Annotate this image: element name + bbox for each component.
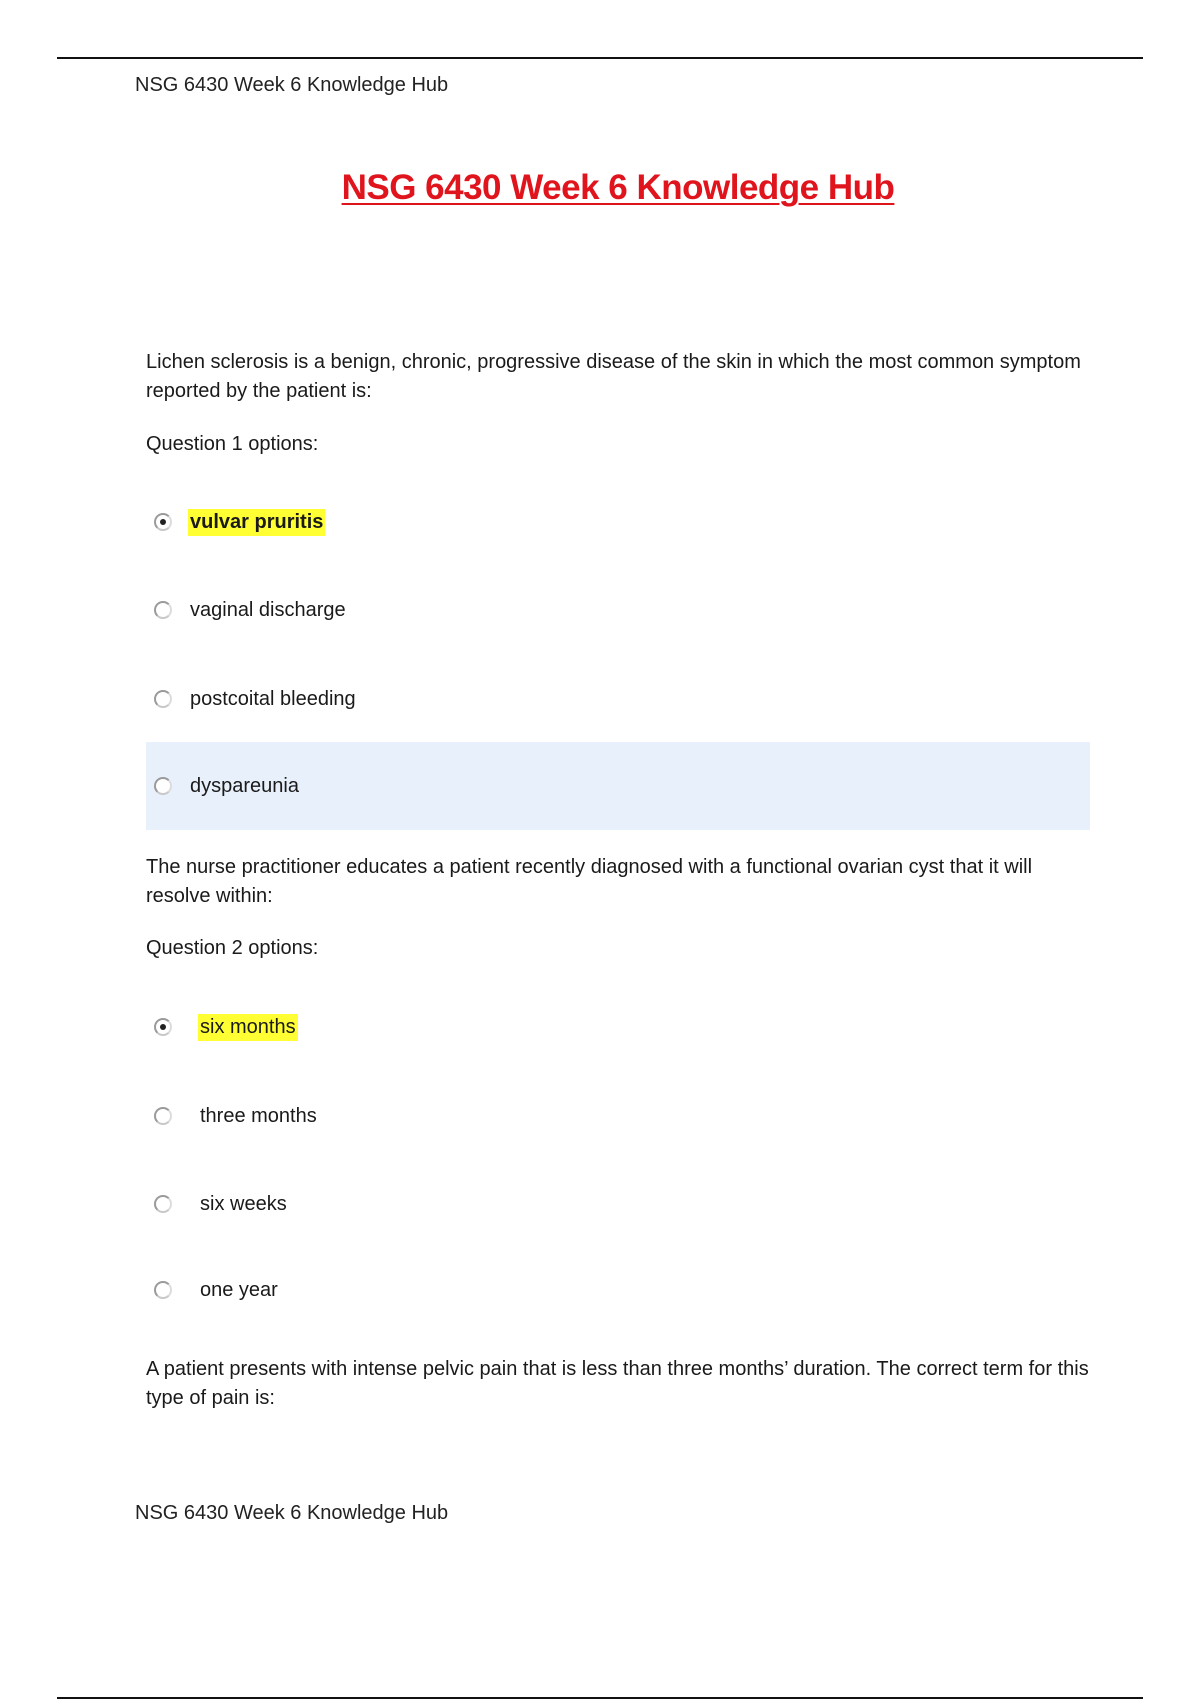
question-3-text: A patient presents with intense pelvic pain that is less than three months’ duration. The correct term for this type of pain is: — [146, 1358, 1089, 1409]
question-2-option-1[interactable] — [146, 983, 1090, 1071]
running-footer: NSG 6430 Week 6 Knowledge Hub — [135, 1502, 449, 1524]
radio-icon[interactable] — [154, 1281, 172, 1299]
document-title: NSG 6430 Week 6 Knowledge Hub — [341, 168, 895, 207]
radio-icon[interactable] — [154, 777, 172, 795]
question-1-option-2[interactable] — [146, 566, 1090, 654]
option-label: six months — [198, 1014, 298, 1041]
option-label: vaginal discharge — [190, 598, 346, 621]
question-1-option-1[interactable] — [146, 478, 1090, 566]
option-label: postcoital bleeding — [190, 687, 356, 710]
question-1-option-4[interactable] — [146, 742, 1090, 830]
radio-checked-icon[interactable] — [154, 1018, 172, 1036]
option-label: dyspareunia — [190, 774, 299, 797]
running-header: NSG 6430 Week 6 Knowledge Hub — [135, 74, 449, 96]
radio-icon[interactable] — [154, 1107, 172, 1125]
radio-checked-icon[interactable] — [154, 513, 172, 531]
question-2-text: The nurse practitioner educates a patient recently diagnosed with a functional ovarian cyst that it will resolve within: — [146, 856, 1033, 907]
question-1-options-label: Question 1 options: — [146, 433, 319, 455]
bottom-rule — [57, 1697, 1143, 1699]
radio-icon[interactable] — [154, 1195, 172, 1213]
question-2-options-label: Question 2 options: — [146, 937, 319, 959]
option-label: three months — [200, 1104, 317, 1127]
option-label: six weeks — [200, 1192, 287, 1215]
option-label: one year — [200, 1278, 278, 1301]
question-2-option-3[interactable] — [146, 1160, 1090, 1248]
question-2-option-2[interactable] — [146, 1072, 1090, 1160]
option-label: vulvar pruritis — [188, 509, 325, 536]
question-1-text: Lichen sclerosis is a benign, chronic, progressive disease of the skin in which the most common symptom reported by the patient is: — [146, 351, 1081, 402]
top-rule — [57, 57, 1143, 59]
radio-icon[interactable] — [154, 690, 172, 708]
question-2-option-4[interactable] — [146, 1246, 1090, 1334]
question-1-option-3[interactable] — [146, 655, 1090, 743]
radio-icon[interactable] — [154, 601, 172, 619]
